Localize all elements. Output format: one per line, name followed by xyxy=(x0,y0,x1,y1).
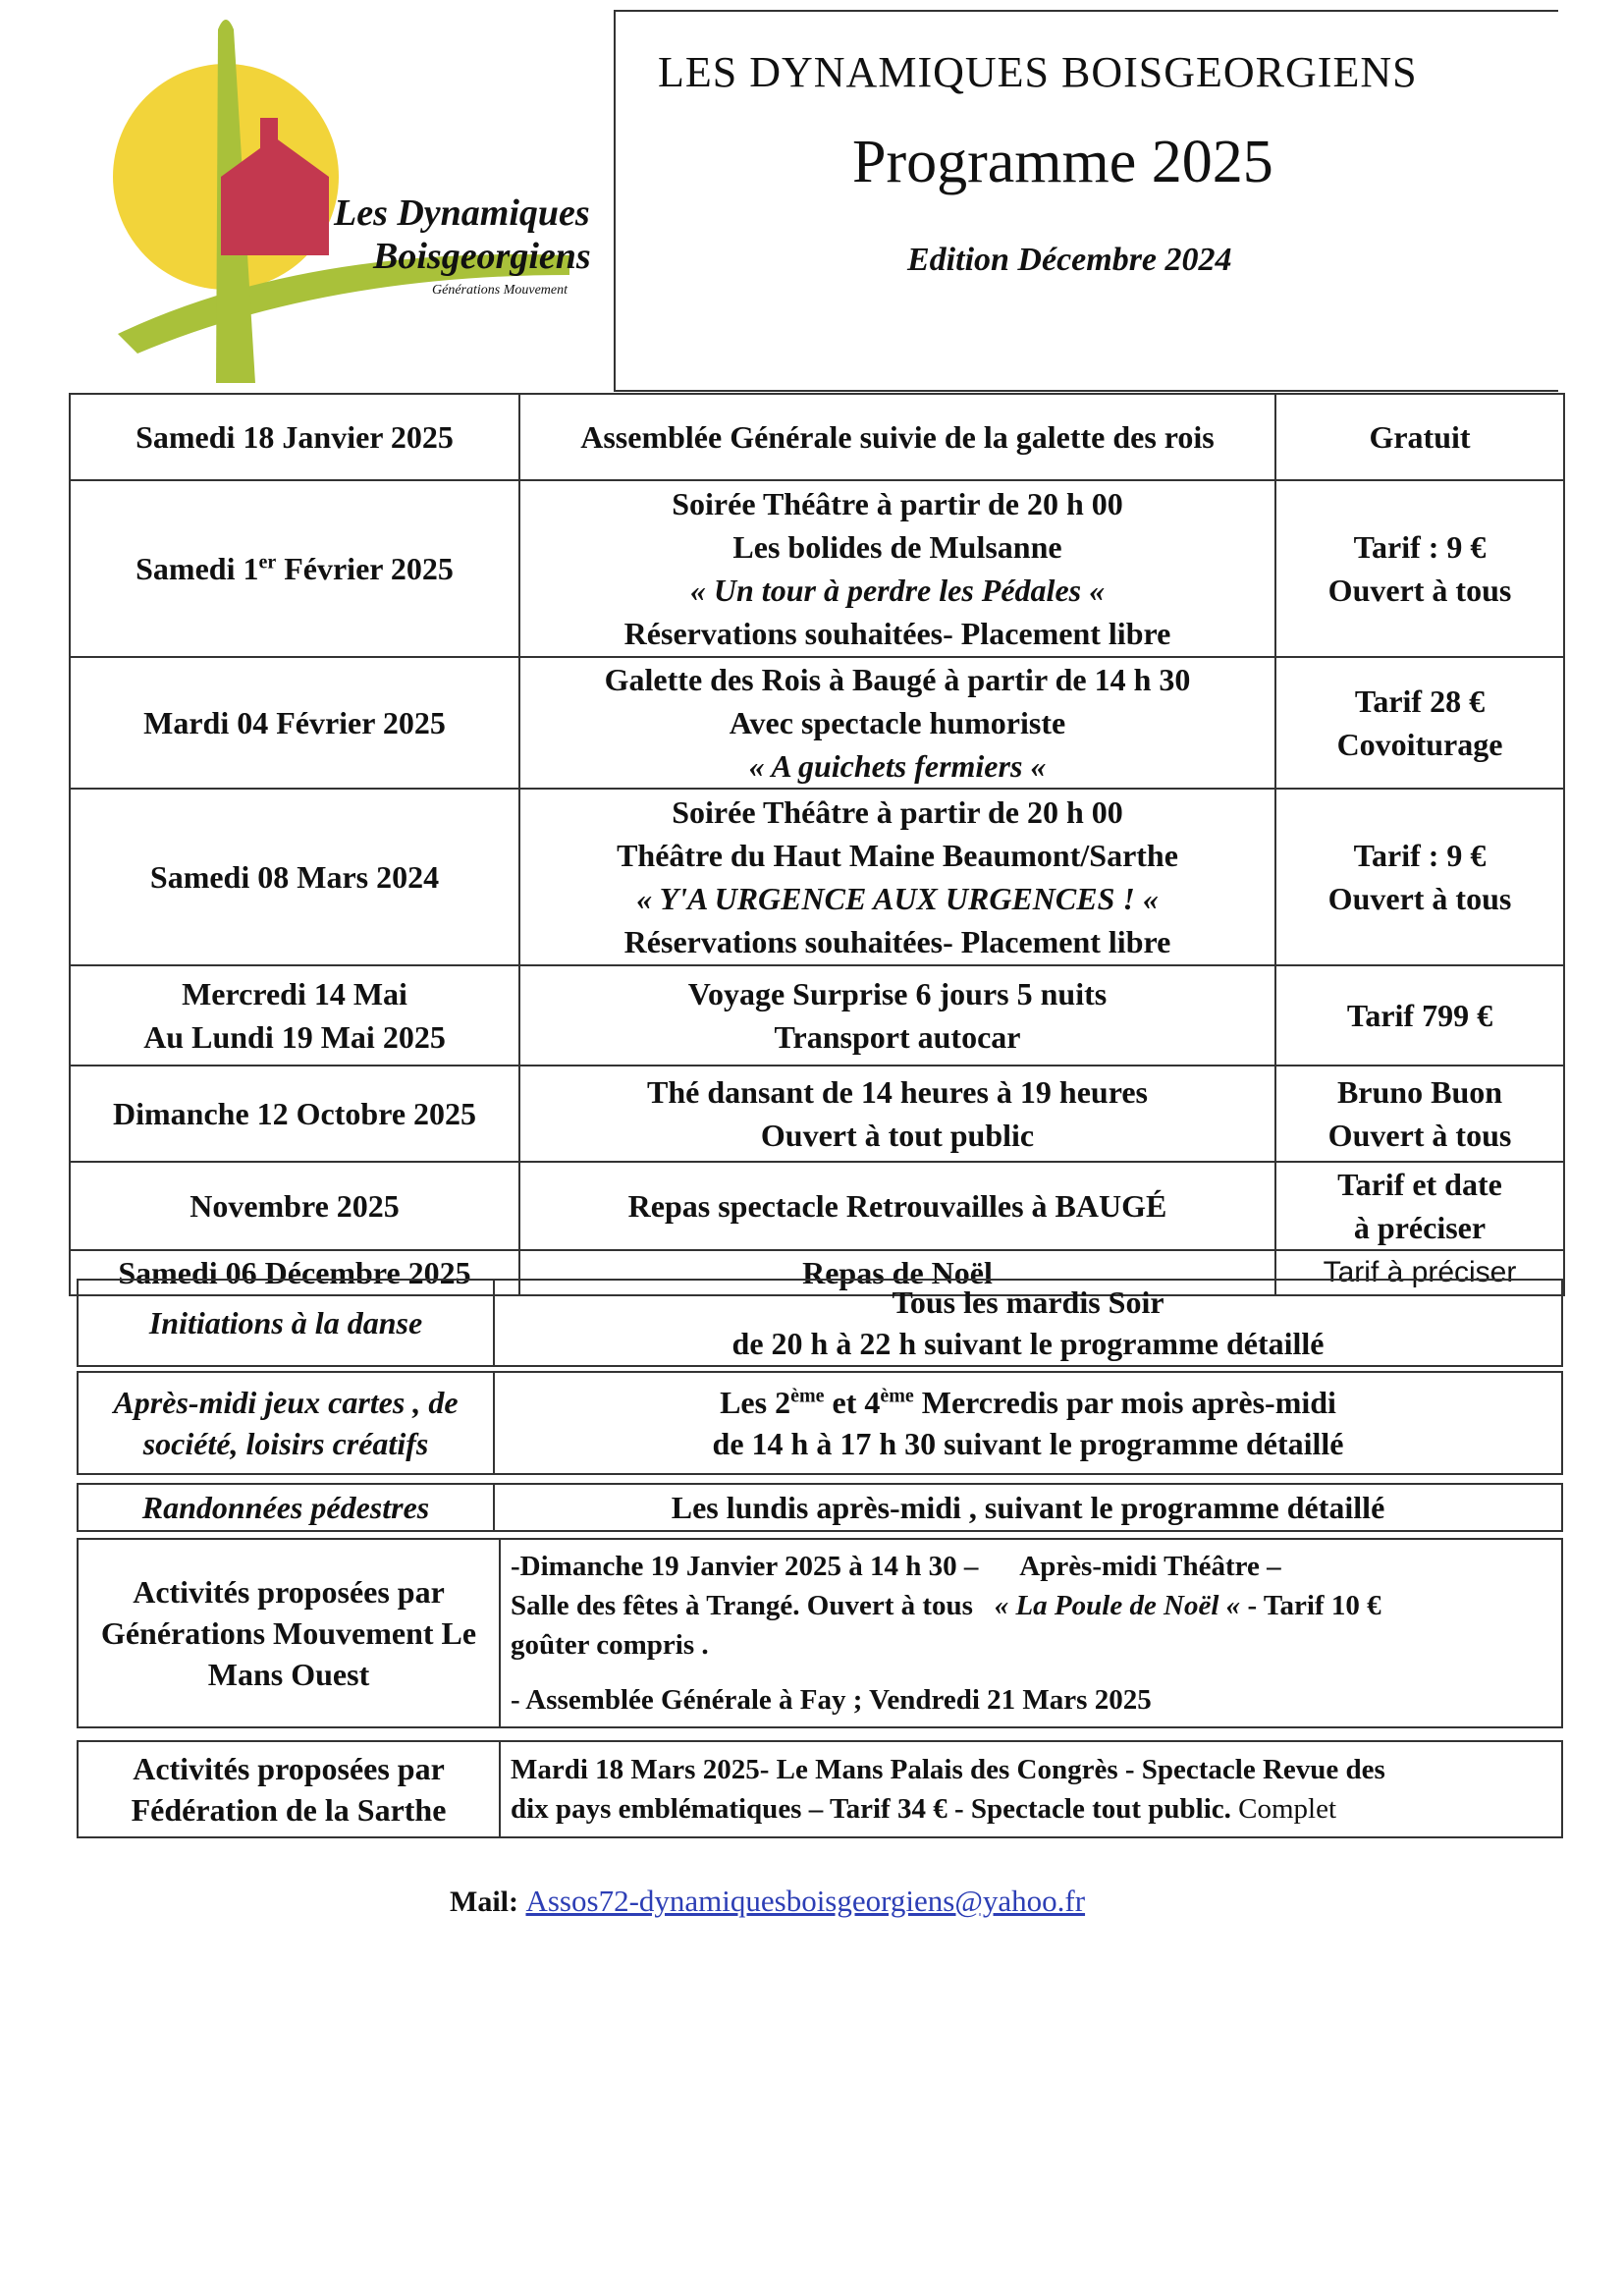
activity-line: de 20 h à 22 h suivant le programme détaillé xyxy=(731,1326,1325,1361)
event-description xyxy=(519,1162,1275,1250)
games-text-1: Les 2 xyxy=(720,1385,791,1420)
price-line: Tarif 28 € xyxy=(1354,683,1486,719)
association-logo xyxy=(108,10,619,383)
event-line: « Un tour à perdre les Pédales « xyxy=(689,573,1106,608)
event-line: Galette des Rois à Baugé à partir de 14 h 30 xyxy=(604,662,1191,697)
activity-label: Activités proposées par Générations Mouvement Le Mans Ouest xyxy=(78,1539,500,1727)
event-date xyxy=(70,965,519,1066)
logo-name-line2: Boisgeorgiens xyxy=(373,236,591,277)
event-line: Soirée Théâtre à partir de 20 h 00 xyxy=(672,486,1123,521)
price-line: Tarif : 9 € xyxy=(1353,529,1487,565)
event-description xyxy=(519,965,1275,1066)
activity-dance xyxy=(77,1279,1563,1367)
event-description xyxy=(519,789,1275,965)
logo-chimney xyxy=(260,118,278,157)
event-price xyxy=(1275,480,1564,657)
event-description xyxy=(519,1066,1275,1162)
activity-generations-mouvement xyxy=(77,1538,1563,1728)
price-line: Tarif : 9 € xyxy=(1353,838,1487,873)
event-date xyxy=(70,480,519,657)
event-date: Samedi 06 Décembre 2025 xyxy=(70,1250,519,1295)
event-line: Ouvert à tout public xyxy=(760,1118,1035,1153)
activity-line: de 14 h à 17 h 30 suivant le programme détaillé xyxy=(712,1426,1344,1461)
logo-subtitle: Générations Mouvement xyxy=(432,283,568,298)
table-row xyxy=(70,789,1564,965)
date-suffix: Février 2025 xyxy=(276,551,454,586)
event-date: Samedi 08 Mars 2024 xyxy=(70,789,519,965)
event-date: Mardi 04 Février 2025 xyxy=(70,657,519,789)
contact-mail xyxy=(450,1884,1085,1919)
event-line: Assemblée Générale suivie de la galette des rois xyxy=(580,419,1215,455)
activity-line: Mardi 18 Mars 2025- Le Mans Palais des Congrès - Spectacle Revue des xyxy=(511,1754,1385,1785)
gm-venue: Salle des fêtes à Trangé. Ouvert à tous xyxy=(511,1590,973,1621)
date-line: Mercredi 14 Mai xyxy=(182,976,407,1011)
table-row xyxy=(70,1066,1564,1162)
table-row xyxy=(70,1162,1564,1250)
event-date: Novembre 2025 xyxy=(70,1162,519,1250)
date-prefix: Samedi 1 xyxy=(135,551,259,586)
ordinal-2nd: ème xyxy=(790,1385,825,1407)
event-date: Dimanche 12 Octobre 2025 xyxy=(70,1066,519,1162)
event-line: « Y'A URGENCE AUX URGENCES ! « xyxy=(636,881,1159,916)
event-description xyxy=(519,480,1275,657)
event-price xyxy=(1275,965,1564,1066)
table-row xyxy=(70,394,1564,480)
mail-link[interactable]: Assos72-dynamiquesboisgeorgiens@yahoo.fr xyxy=(525,1884,1086,1918)
activity-line: Tous les mardis Soir xyxy=(892,1285,1164,1320)
logo-name-line1: Les Dynamiques xyxy=(334,192,590,234)
activity-details xyxy=(500,1539,1562,1727)
activity-label: Initiations à la danse xyxy=(78,1280,494,1366)
event-line: « A guichets fermiers « xyxy=(748,748,1047,784)
event-price xyxy=(1275,789,1564,965)
activity-details xyxy=(500,1741,1562,1837)
event-line: Réservations souhaitées- Placement libre xyxy=(623,924,1171,959)
event-line: Thé dansant de 14 heures à 19 heures xyxy=(647,1074,1148,1110)
activity-federation xyxy=(77,1740,1563,1838)
logo-name xyxy=(334,191,591,278)
events-table xyxy=(69,393,1565,1296)
event-line: Soirée Théâtre à partir de 20 h 00 xyxy=(672,794,1123,830)
mail-label: Mail: xyxy=(450,1886,518,1918)
event-date: Samedi 18 Janvier 2025 xyxy=(70,394,519,480)
price-line: Tarif et date xyxy=(1337,1167,1502,1202)
price-line: Ouvert à tous xyxy=(1327,881,1512,916)
table-row xyxy=(70,965,1564,1066)
event-price xyxy=(1275,657,1564,789)
edition-label: Edition Décembre 2024 xyxy=(907,242,1232,278)
activity-line xyxy=(511,1586,1551,1625)
price-line: à préciser xyxy=(1353,1210,1487,1245)
event-line: Avec spectacle humoriste xyxy=(729,705,1066,740)
page-title: Programme 2025 xyxy=(852,129,1273,195)
organisation-name: LES DYNAMIQUES BOISGEORGIENS xyxy=(658,48,1418,96)
event-line: Repas spectacle Retrouvailles à BAUGÉ xyxy=(627,1188,1167,1224)
event-description xyxy=(519,657,1275,789)
activity-details xyxy=(494,1280,1562,1366)
event-description xyxy=(519,394,1275,480)
activity-hike xyxy=(77,1483,1563,1532)
event-line: Les bolides de Mulsanne xyxy=(732,529,1062,565)
price-line: Ouvert à tous xyxy=(1327,1118,1512,1153)
fed-status: Complet xyxy=(1230,1793,1337,1825)
activity-details: Les lundis après-midi , suivant le programme détaillé xyxy=(494,1484,1562,1531)
price-line: Tarif à préciser xyxy=(1323,1256,1517,1288)
activity-games xyxy=(77,1371,1563,1475)
activity-line xyxy=(496,1382,1560,1423)
gm-price: - Tarif 10 € xyxy=(1240,1590,1381,1621)
event-line: Réservations souhaitées- Placement libre xyxy=(623,616,1171,651)
activity-line xyxy=(511,1789,1551,1829)
games-text-3: Mercredis par mois après-midi xyxy=(913,1385,1336,1420)
event-line: Repas de Noël xyxy=(802,1255,993,1290)
gm-show-title: « La Poule de Noël « xyxy=(994,1590,1241,1621)
fed-line2: dix pays emblématiques – Tarif 34 € - Spectacle tout public. xyxy=(511,1793,1231,1825)
table-row xyxy=(70,657,1564,789)
event-price xyxy=(1275,1162,1564,1250)
activity-label: Après-midi jeux cartes , de société, loisirs créatifs xyxy=(78,1372,494,1474)
activity-line: goûter compris . xyxy=(511,1629,709,1661)
price-line: Ouvert à tous xyxy=(1327,573,1512,608)
event-line: Voyage Surprise 6 jours 5 nuits xyxy=(687,976,1108,1011)
date-line: Au Lundi 19 Mai 2025 xyxy=(143,1019,446,1055)
activity-label: Randonnées pédestres xyxy=(78,1484,494,1531)
price-line: Covoiturage xyxy=(1336,727,1503,762)
activity-details xyxy=(494,1372,1562,1474)
activity-line: -Dimanche 19 Janvier 2025 à 14 h 30 – Après-midi Théâtre – xyxy=(511,1551,1281,1582)
games-text-2: et 4 xyxy=(824,1385,881,1420)
price-line: Tarif 799 € xyxy=(1346,998,1493,1033)
price-line: Bruno Buon xyxy=(1336,1074,1503,1110)
date-ordinal: er xyxy=(258,551,277,574)
event-price xyxy=(1275,1066,1564,1162)
event-line: Transport autocar xyxy=(774,1019,1021,1055)
event-price xyxy=(1275,394,1564,480)
price-line: Gratuit xyxy=(1369,419,1471,455)
activity-label: Activités proposées par Fédération de la Sarthe xyxy=(78,1741,500,1837)
table-row xyxy=(70,480,1564,657)
ordinal-4th: ème xyxy=(880,1385,914,1407)
activity-line: - Assemblée Générale à Fay ; Vendredi 21 Mars 2025 xyxy=(511,1684,1152,1716)
event-line: Théâtre du Haut Maine Beaumont/Sarthe xyxy=(617,838,1178,873)
